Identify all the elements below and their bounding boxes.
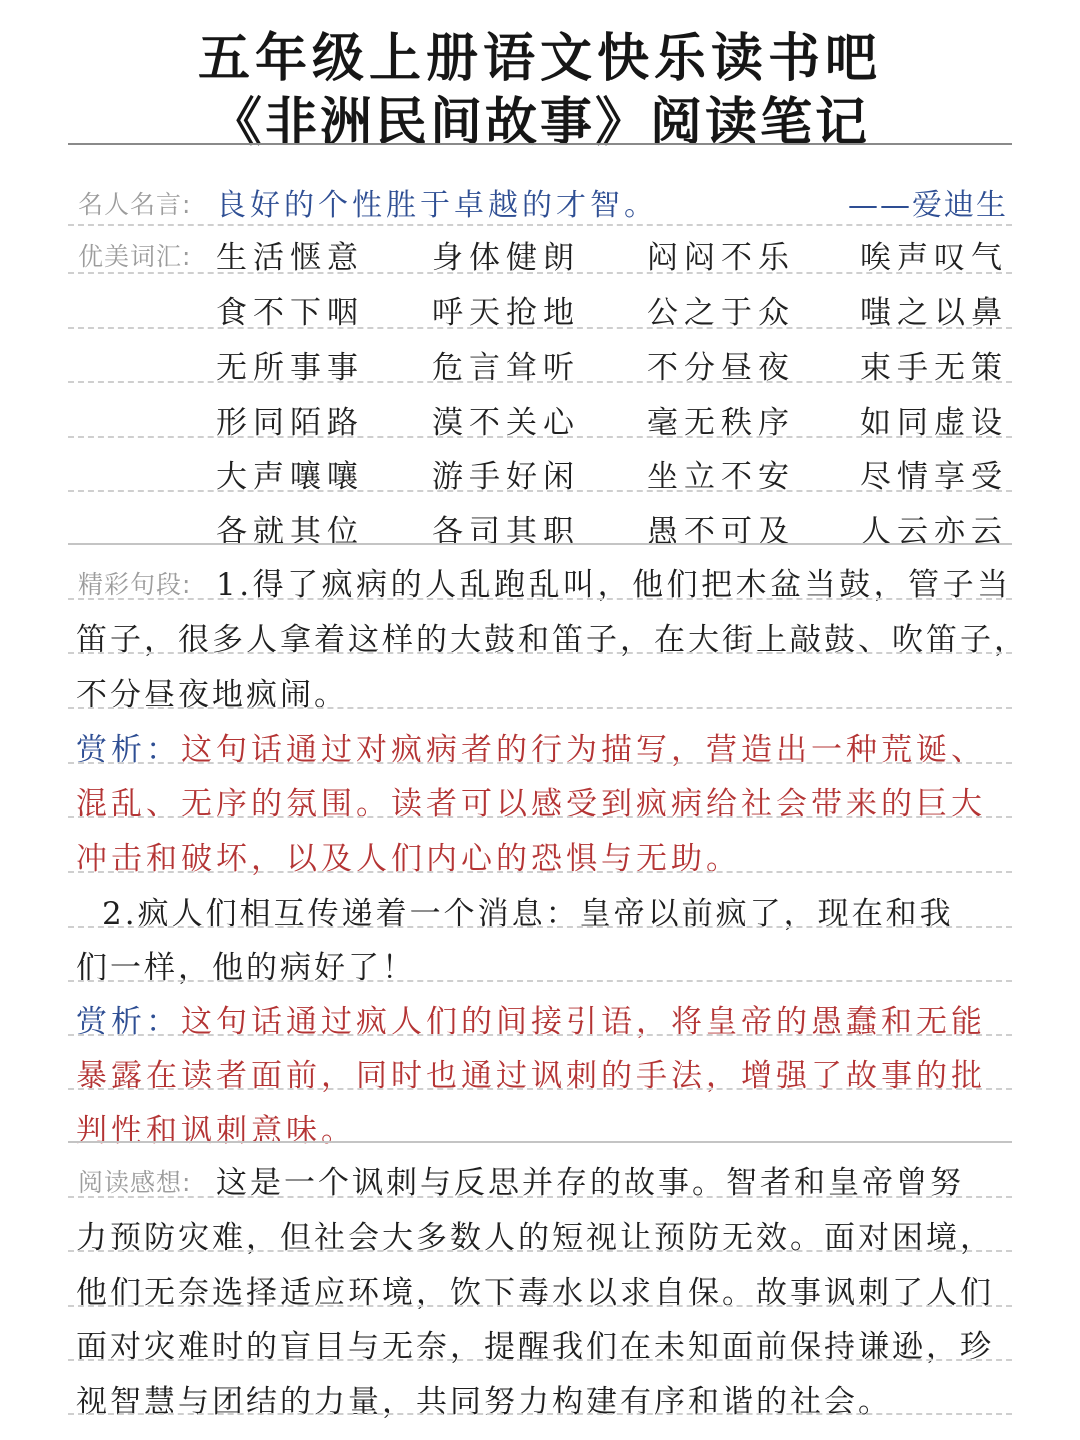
vocab-word: 各就其位: [216, 514, 364, 550]
vocab-word: 束手无策: [860, 350, 1008, 386]
ruled-line: [68, 980, 1012, 982]
ruled-line: [68, 490, 1012, 492]
reflection-line: 他们无奈选择适应环境，饮下毒水以求自保。故事讽刺了人们: [76, 1275, 994, 1311]
vocab-word: 危言耸听: [432, 350, 580, 386]
vocab-word: 形同陌路: [216, 405, 364, 441]
vocab-word: 愚不可及: [647, 514, 795, 550]
vocab-word: 毫无秩序: [647, 405, 795, 441]
ruled-line: [68, 1088, 1012, 1090]
ruled-line: [68, 381, 1012, 383]
ruled-line: [68, 652, 1012, 654]
sentence-2-line: 们一样，他的病好了！: [76, 950, 416, 986]
title-divider: [68, 143, 1012, 145]
ruled-line: [68, 598, 1012, 600]
ruled-line: [68, 327, 1012, 329]
quote-label: 名人名言:: [78, 190, 192, 219]
vocab-word: 游手好闲: [432, 459, 580, 495]
ruled-line: [68, 707, 1012, 709]
ruled-line: [68, 762, 1012, 764]
ruled-line: [68, 1250, 1012, 1252]
section-divider: [68, 1141, 1012, 1143]
reflection-line: 力预防灾难，但社会大多数人的短视让预防无效。面对困境，: [76, 1220, 994, 1256]
reflection-label: 阅读感想:: [78, 1168, 192, 1197]
vocab-word: 身体健朗: [432, 240, 580, 276]
vocab-word: 漠不关心: [432, 405, 580, 441]
vocab-word: 唉声叹气: [860, 240, 1008, 276]
ruled-line: [68, 1305, 1012, 1307]
vocab-word: 嗤之以鼻: [860, 295, 1008, 331]
analysis-2-line: 判性和讽刺意味。: [76, 1113, 356, 1149]
reflection-line: 视智慧与团结的力量，共同努力构建有序和谐的社会。: [76, 1384, 892, 1420]
vocab-word: 呼天抢地: [432, 295, 580, 331]
vocab-word: 公之于众: [647, 295, 795, 331]
sentence-1-line: 笛子，很多人拿着这样的大鼓和笛子，在大街上敲鼓、吹笛子，: [76, 622, 1028, 658]
title-line-1: 五年级上册语文快乐读书吧: [197, 28, 882, 89]
sentence-1-line: 1.得了疯病的人乱跑乱叫，他们把木盆当鼓，管子当: [216, 567, 1012, 603]
vocab-word: 如同虚设: [860, 405, 1008, 441]
analysis-text: 这句话通过疯人们的间接引语，将皇帝的愚蠢和无能: [181, 1004, 986, 1040]
section-divider: [68, 543, 1012, 545]
vocab-word: 尽情享受: [860, 459, 1008, 495]
analysis-1-line: 混乱、无序的氛围。读者可以感受到疯病给社会带来的巨大: [76, 786, 986, 822]
sentence-2-line: 2.疯人们相互传递着一个消息：皇帝以前疯了，现在和我: [102, 896, 954, 932]
quote-author: ——爱迪生: [848, 188, 1008, 223]
title-line-2: 《非洲民间故事》阅读笔记: [209, 92, 870, 153]
vocab-word: 闷闷不乐: [647, 240, 795, 276]
vocab-word: 生活惬意: [216, 240, 364, 276]
ruled-line: [68, 436, 1012, 438]
ruled-line: [68, 1413, 1012, 1415]
sentences-label: 精彩句段:: [78, 570, 192, 599]
analysis-label: 赏析：: [76, 732, 181, 768]
vocab-word: 无所事事: [216, 350, 364, 386]
vocab-word: 食不下咽: [216, 295, 364, 331]
ruled-line: [68, 272, 1012, 274]
reflection-line: 这是一个讽刺与反思并存的故事。智者和皇帝曾努: [216, 1165, 964, 1201]
ruled-line: [68, 1359, 1012, 1361]
ruled-line: [68, 926, 1012, 928]
analysis-label: 赏析：: [76, 1004, 181, 1040]
ruled-line: [68, 816, 1012, 818]
analysis-1-line: 冲击和破坏，以及人们内心的恐惧与无助。: [76, 841, 741, 877]
vocab-word: 不分昼夜: [647, 350, 795, 386]
analysis-2-line: 暴露在读者面前，同时也通过讽刺的手法，增强了故事的批: [76, 1058, 986, 1094]
reflection-line: 面对灾难时的盲目与无奈，提醒我们在未知面前保持谦逊，珍: [76, 1329, 994, 1365]
ruled-line: [68, 224, 1012, 226]
vocab-word: 各司其职: [432, 514, 580, 550]
sentence-1-line: 不分昼夜地疯闹。: [76, 677, 348, 713]
vocab-word: 大声嚷嚷: [216, 459, 364, 495]
vocab-word: 坐立不安: [647, 459, 795, 495]
ruled-line: [68, 871, 1012, 873]
vocab-label: 优美词汇:: [78, 242, 192, 271]
ruled-line: [68, 1196, 1012, 1198]
analysis-text: 这句话通过对疯病者的行为描写，营造出一种荒诞、: [181, 732, 986, 768]
vocab-word: 人云亦云: [860, 514, 1008, 550]
ruled-line: [68, 1034, 1012, 1036]
famous-quote: 良好的个性胜于卓越的才智。: [216, 188, 658, 223]
